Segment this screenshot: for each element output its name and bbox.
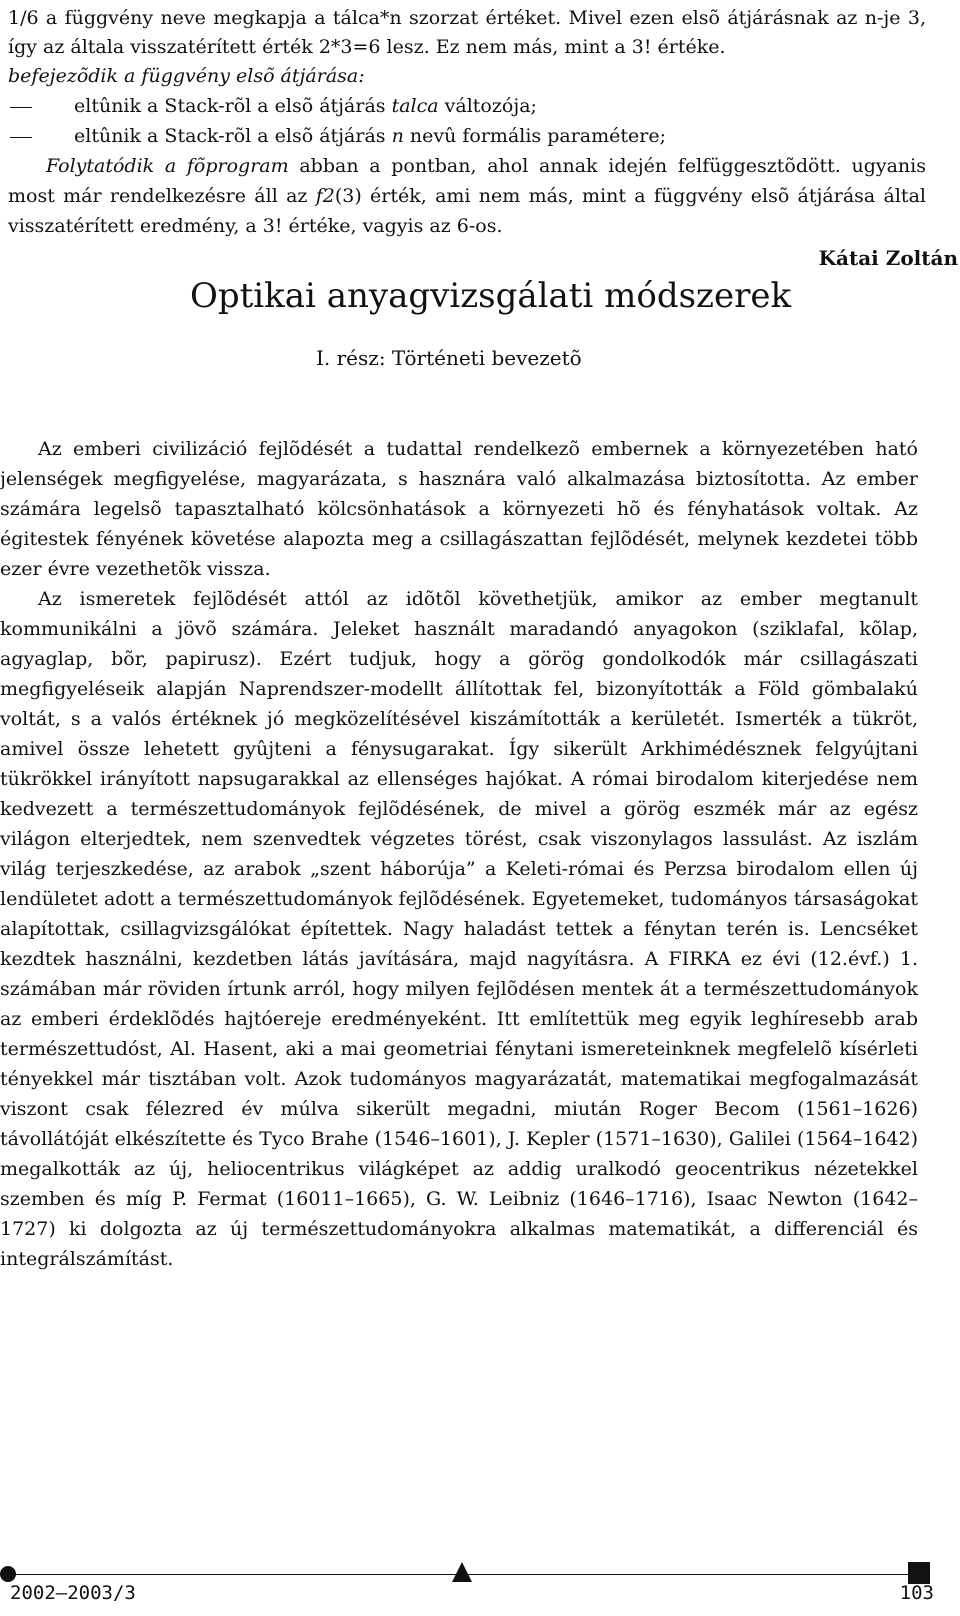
continue-end: (3) érték, ami nem más, mint a függvény elsõ átjárása által visszatérített eredmény, a 3! értéke, vagyis az 6-os. xyxy=(8,185,926,237)
function-end-line: befejezõdik a függvény elsõ átjárása: xyxy=(8,65,365,87)
paragraph-1: Az emberi civilizáció fejlõdését a tudattal rendelkezõ embernek a környezetében ható jelenségek megfigyelése, magyarázata, s hasznára való alkalmazása biztosította. Az ember számára legelsõ tapasztalható kölcsönhatások a környezeti hõ és fényhatások voltak. Az égitestek fényének követése alapozta meg a csillagászattan fejlõdését, melynek kezdetei több ezer évre vezethetõk vissza. xyxy=(0,438,918,580)
page-number: 103 xyxy=(899,1582,934,1604)
triangle-icon xyxy=(452,1562,472,1582)
dash-item-2 xyxy=(8,121,926,151)
continue-italic: Folytatódik a fõprogram xyxy=(46,155,289,177)
paragraph-2: Az ismeretek fejlõdését attól az idõtõl követhetjük, amikor az ember megtanult kommunikálni a jövõ számára. Jeleket használt maradandó anyagokon (sziklafal, kõlap, agyaglap, bõr, papirusz). Ezért tudjuk, hogy a görög gondolkodók már csillagászati megfigyeléseik alapján Naprendszer-modellt állítottak fel, bizonyították a Föld gömbalakú voltát, s a valós értéknek jó megközelítésével kiszámították a kerületét. Ismerték a tükröt, amivel össze lehetett gyûjteni a fénysugarakat. Így sikerült Arkhimédésznek felgyújtani tükrökkel irányított napsugarakkal az ellenséges hajókat. A római birodalom kiterjedése nem kedvezett a természettudományok fejlõdésének, de mivel a görög eszmék már az egész világon elterjedtek, nem szenvedtek végzetes törést, csak viszonylagos lassulást. Az iszlám világ terjeszkedése, az arabok „szent háborúja” a Keleti-római és Perzsa birodalom ellen új lendületet adott a természettudományok fejlõdésének. Egyetemeket, tudományos társaságokat alapítottak, csillagvizsgálókat építettek. Nagy haladást tettek a fénytan terén is. Lencséket kezdtek használni, kezdetben látás javítására, majd nagyításra. A FIRKA ez évi (12.évf.) 1. számában már röviden írtunk arról, hogy milyen fejlõdésen mentek át a természettudományok az emberi érdeklõdés hajtóereje eredményeként. Itt említettük meg egyik leghíresebb arab természettudóst, Al. Hasent, aki a mai geometriai fénytani ismereteinknek megfelelõ kísérleti tényekkel már tisztában volt. Azok tudományos magyarázatát, matematikai megfogalmazását viszont csak félezred év múlva sikerült megadni, miután Roger Becom (1561–1626) távollátóját elkészítette és Tyco Brahe (1546–1601), J. Kepler (1571–1630), Galilei (1564–1642) megalkották az új, heliocentrikus világképet az addig uralkodó geocentrikus nézetekkel szemben és míg P. Fermat (16011–1665), G. W. Leibniz (1646–1716), Isaac Newton (1642–1727) ki dolgozta az új természettudományokra alkalmas matematikát, a differenciál és integrálszámítást. xyxy=(0,588,918,1270)
dash-item-2-var: n xyxy=(391,125,404,147)
page xyxy=(8,4,926,241)
top-paragraph: 1/6 a függvény neve megkapja a tálca*n szorzat értéket. Mivel ezen elsõ átjárásnak az n-je 3, így az általa visszatérített érték 2*3=6 lesz. Ez nem más, mint a 3! értéke. xyxy=(8,7,926,58)
dash-item-1-var: talca xyxy=(391,95,439,117)
author: Kátai Zoltán xyxy=(818,246,958,270)
article-subtitle: I. rész: Történeti bevezetõ xyxy=(316,346,582,370)
circle-icon xyxy=(0,1566,16,1582)
continue-text: abban a pontban, ahol annak idején felfüggesztõdött. ugyanis most már rendelkezésre áll az xyxy=(8,155,926,207)
dash-item-1-end: változója; xyxy=(444,95,537,117)
dash-item-2-text: eltûnik a Stack-rõl a elsõ átjárás xyxy=(74,125,386,147)
dash-item-1 xyxy=(8,91,926,121)
continue-paragraph xyxy=(8,151,926,241)
continue-fn: f2 xyxy=(315,185,335,207)
article-body xyxy=(0,434,918,1274)
dash-item-1-text: eltûnik a Stack-rõl a elsõ átjárás xyxy=(74,95,386,117)
square-icon xyxy=(908,1562,930,1584)
dash-icon xyxy=(10,137,32,138)
dash-icon xyxy=(10,107,32,108)
issue-number: 2002–2003/3 xyxy=(10,1582,136,1604)
article-title: Optikai anyagvizsgálati módszerek xyxy=(190,276,792,316)
dash-item-2-end: nevû formális paramétere; xyxy=(409,125,666,147)
